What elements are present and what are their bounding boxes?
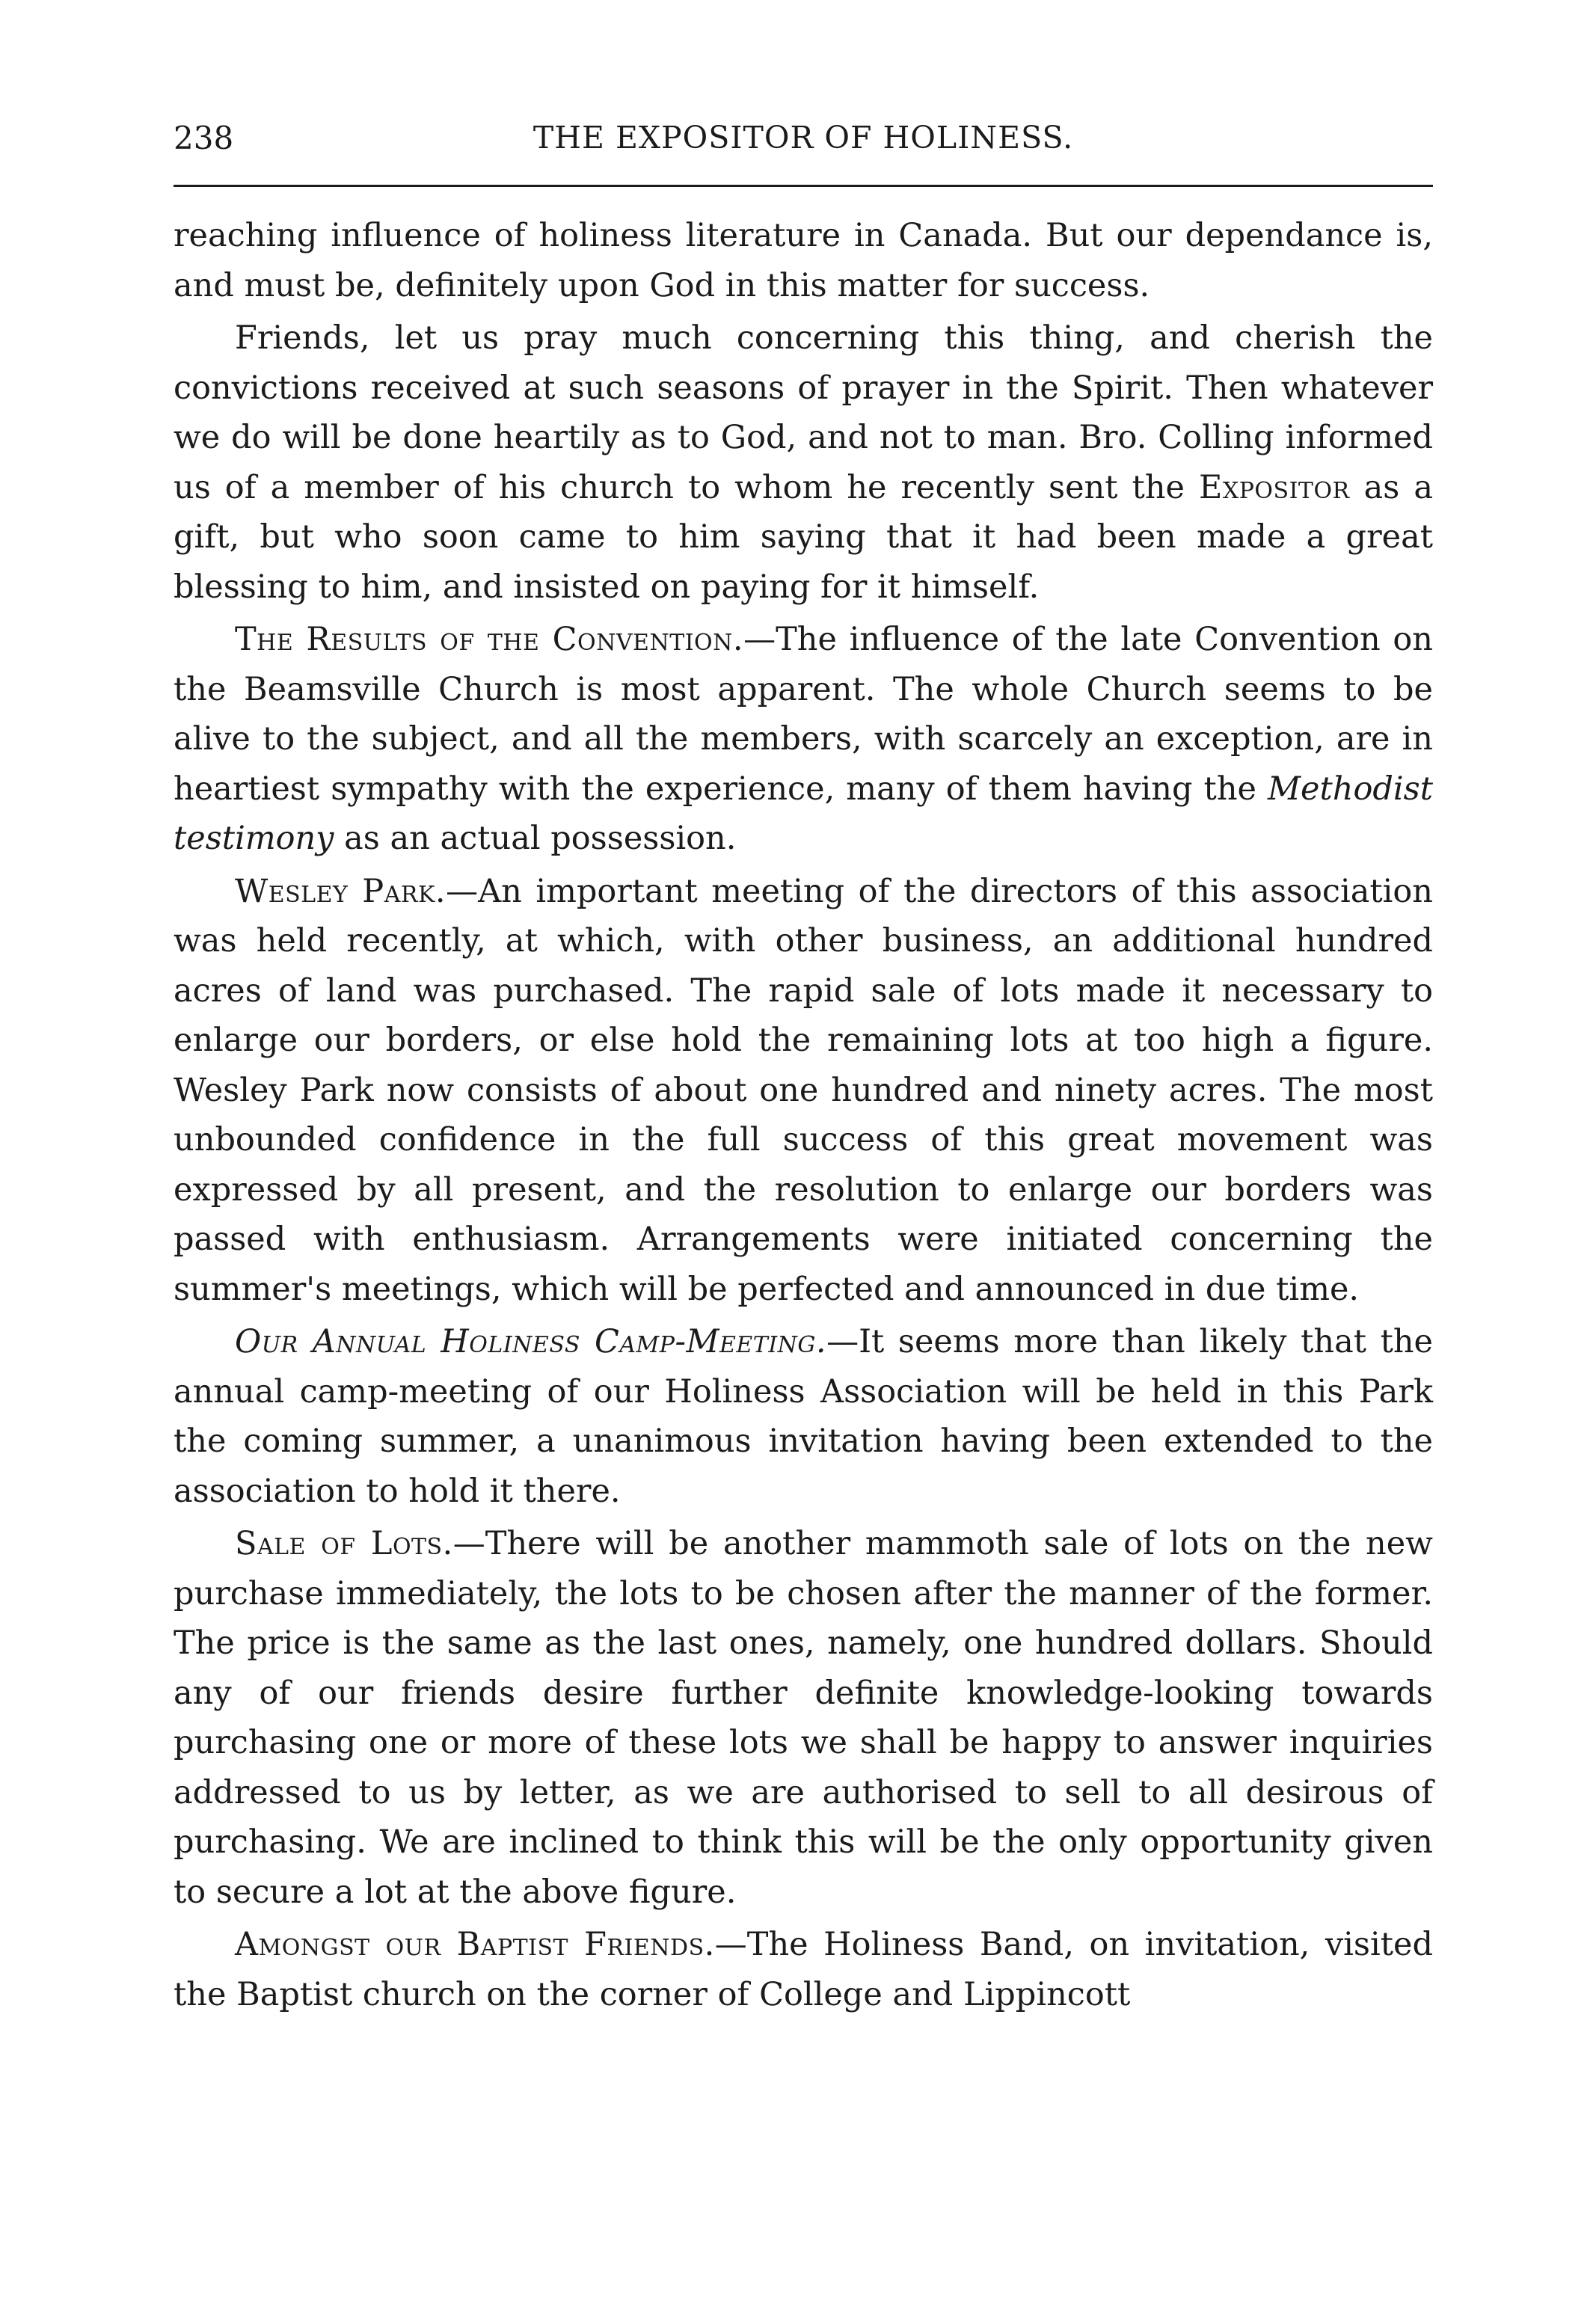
paragraph-text: reaching influence of holiness literature in Canada. But our dependance is, and must be, definitely upon God in this matter for success. xyxy=(174,217,1433,304)
paragraph-text: —It seems more than likely that the annual camp-meeting of our Holiness Association will be held in this Park the coming summer, a unanimous invitation having been extended to the association to hold it there. xyxy=(174,1323,1433,1510)
section-heading: Amongst our Baptist Friends. xyxy=(235,1926,715,1963)
paragraph-baptist-friends xyxy=(174,1920,1433,2019)
paragraph-text: —An important meeting of the directors of this association was held recently, at which, with other business, an additional hundred acres of land was purchased. The rapid sale of lots made it necessary to enlarge our borders, or else hold the remaining lots at too high a figure. Wesley Park now consists of about one hundred and ninety acres. The most unbounded confidence in the full success of this great movement was expressed by all present, and the resolution to enlarge our borders was passed with enthusiasm. Arrangements were initiated concerning the summer's meetings, which will be perfected and announced in due time. xyxy=(174,872,1433,1308)
paragraph-friends xyxy=(174,313,1433,612)
section-heading: Sale of Lots. xyxy=(235,1525,453,1562)
paragraph-continuation xyxy=(174,211,1433,310)
running-title: THE EXPOSITOR OF HOLINESS. xyxy=(532,120,1074,156)
paragraph-text: as an actual possession. xyxy=(334,820,737,857)
header-rule xyxy=(174,185,1433,187)
paragraph-text: —The Holiness Band, on invitation, visited the Baptist church on the corner of College and Lippincott xyxy=(174,1926,1433,2013)
paragraph-camp-meeting xyxy=(174,1317,1433,1516)
paragraph-text: as a gift, but who soon came to him saying that it had been made a great blessing to him, and insisted on paying for it himself. xyxy=(174,468,1433,606)
article-body xyxy=(174,211,1433,2019)
paragraph-text: Friends, let us pray much concerning this thing, and cherish the convictions received at such seasons of prayer in the Spirit. Then whatever we do will be done heartily as to God, and not to man. Bro. Colling informed us of a member of his church to whom he recently sent the xyxy=(174,319,1433,506)
paragraph-convention xyxy=(174,615,1433,864)
section-heading: The Results of the Convention. xyxy=(235,621,744,658)
page-number: 238 xyxy=(174,120,234,156)
expositor-name: Expositor xyxy=(1199,468,1350,506)
page-header xyxy=(174,120,1433,172)
paragraph-wesley-park xyxy=(174,867,1433,1315)
section-heading: Our Annual Holiness Camp-Meeting. xyxy=(235,1323,827,1360)
paragraph-text: —There will be another mammoth sale of lots on the new purchase immediately, the lots to be chosen after the manner of the former. The price is the same as the last ones, namely, one hundred dollars. Should any of our friends desire further definite knowledge-looking towards purchasing one or more of these lots we shall be happy to answer inquiries addressed to us by letter, as we are authorised to sell to all desirous of purchasing. We are inclined to think this will be the only opportunity given to secure a lot at the above figure. xyxy=(174,1525,1433,1911)
paragraph-sale-of-lots xyxy=(174,1519,1433,1917)
section-heading: Wesley Park. xyxy=(235,872,446,910)
italic-phrase: Methodist testimony xyxy=(174,770,1433,857)
paragraph-text: —The influence of the late Convention on the Beamsville Church is most apparent. The whole Church seems to be alive to the subject, and all the members, with scarcely an exception, are in heartiest sympathy with the experience, many of them having the xyxy=(174,621,1433,808)
